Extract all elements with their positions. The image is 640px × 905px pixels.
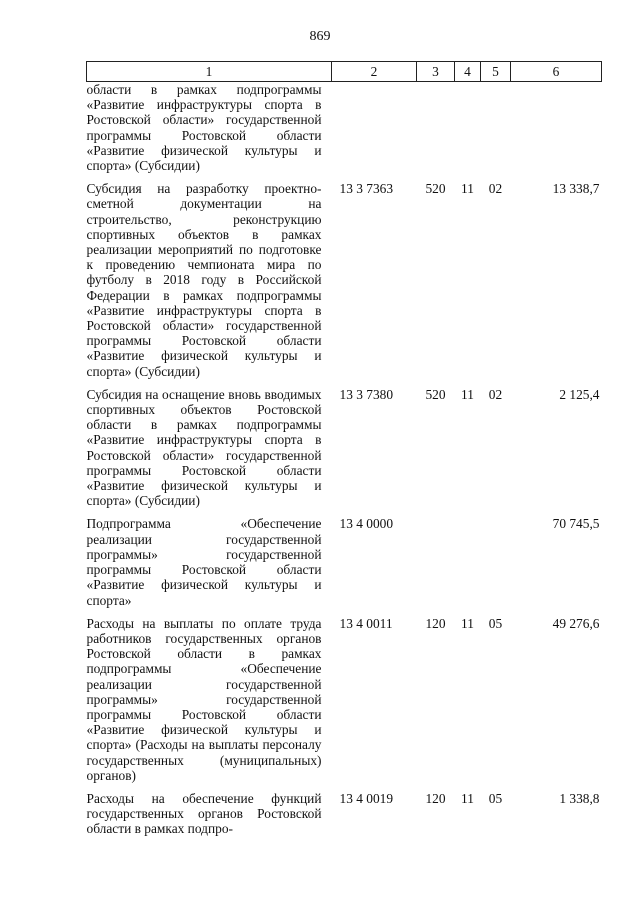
page-number: 869 [309, 29, 331, 44]
table-header-row [87, 62, 602, 82]
row-name: Субсидия на оснащение вновь вводимых спортивных объектов Ростовской области в рамках подпрограммы «Развитие инфраструктуры спорта в Ростовской области» государственной программы Ростовской области «Развитие физической культуры и спорта» (Субсидии) [86, 386, 322, 509]
row-expense-type [417, 82, 455, 178]
row-section: 11 [461, 386, 474, 402]
row-code: 13 4 0011 [339, 615, 393, 631]
row-sum [511, 82, 602, 178]
row-expense-type: 120 [425, 790, 446, 806]
row-sum: 13 338,7 [552, 181, 600, 197]
row-subsection [481, 82, 511, 178]
row-expense-type: 520 [425, 181, 446, 197]
row-subsection: 02 [488, 181, 503, 197]
row-sum: 49 276,6 [552, 615, 600, 631]
row-sum: 70 745,5 [552, 516, 600, 532]
row-expense-type [417, 512, 455, 611]
row-name: области в рамках подпрограммы «Развитие инфраструктуры спорта в Ростовской области» государственной программы Ростовской области «Развитие физической культуры и спорта» (Субсидии) [86, 82, 322, 174]
table-row [87, 787, 602, 841]
column-header-5: 5 [481, 62, 511, 82]
row-section: 11 [461, 615, 474, 631]
row-code: 13 3 7380 [339, 386, 394, 402]
row-name: Подпрограмма «Обеспечение реализации государственной программы» государственной программы Ростовской области «Развитие физической культуры и спорта» [86, 516, 322, 608]
column-header-4: 4 [455, 62, 481, 82]
row-section: 11 [461, 790, 474, 806]
row-code: 13 4 0000 [339, 516, 394, 532]
row-expense-type: 120 [425, 615, 446, 631]
column-header-2: 2 [332, 62, 417, 82]
column-header-1: 1 [87, 62, 332, 82]
row-subsection: 02 [488, 386, 503, 402]
row-sum: 2 125,4 [559, 386, 600, 402]
row-subsection [481, 512, 511, 611]
column-header-3: 3 [417, 62, 455, 82]
row-code [332, 82, 417, 178]
row-section: 11 [461, 181, 474, 197]
row-code: 13 3 7363 [339, 181, 394, 197]
table-row [87, 82, 602, 178]
row-subsection: 05 [488, 615, 503, 631]
table-row [87, 177, 602, 383]
row-name: Субсидия на разработку проектно-сметной документации на строительство, реконструкцию спортивных объектов в рамках реализации мероприятий по подготовке к проведению чемпионата мира по футболу в 2018 году в Российской Федерации в рамках подпрограммы «Развитие инфраструктуры спорта в Ростовской области» государственной программы Ростовской области «Развитие физической культуры и спорта» (Субсидии) [86, 181, 322, 379]
row-section [455, 82, 481, 178]
table-row [87, 383, 602, 513]
budget-table [86, 61, 602, 841]
table-row [87, 612, 602, 787]
table-row [87, 512, 602, 611]
row-code: 13 4 0019 [339, 790, 394, 806]
row-sum: 1 338,8 [559, 790, 600, 806]
row-expense-type: 520 [425, 386, 446, 402]
row-name: Расходы на выплаты по оплате труда работников государственных органов Ростовской области в рамках подпрограммы «Обеспечение реализации государственной программы» государственной программы Ростовской области «Развитие физической культуры и спорта» (Расходы на выплаты персоналу государственных (муниципальных) органов) [86, 615, 322, 783]
row-section [455, 512, 481, 611]
column-header-6: 6 [511, 62, 602, 82]
row-subsection: 05 [488, 790, 503, 806]
row-name: Расходы на обеспечение функций государственных органов Ростовской области в рамках подпро- [86, 790, 322, 837]
